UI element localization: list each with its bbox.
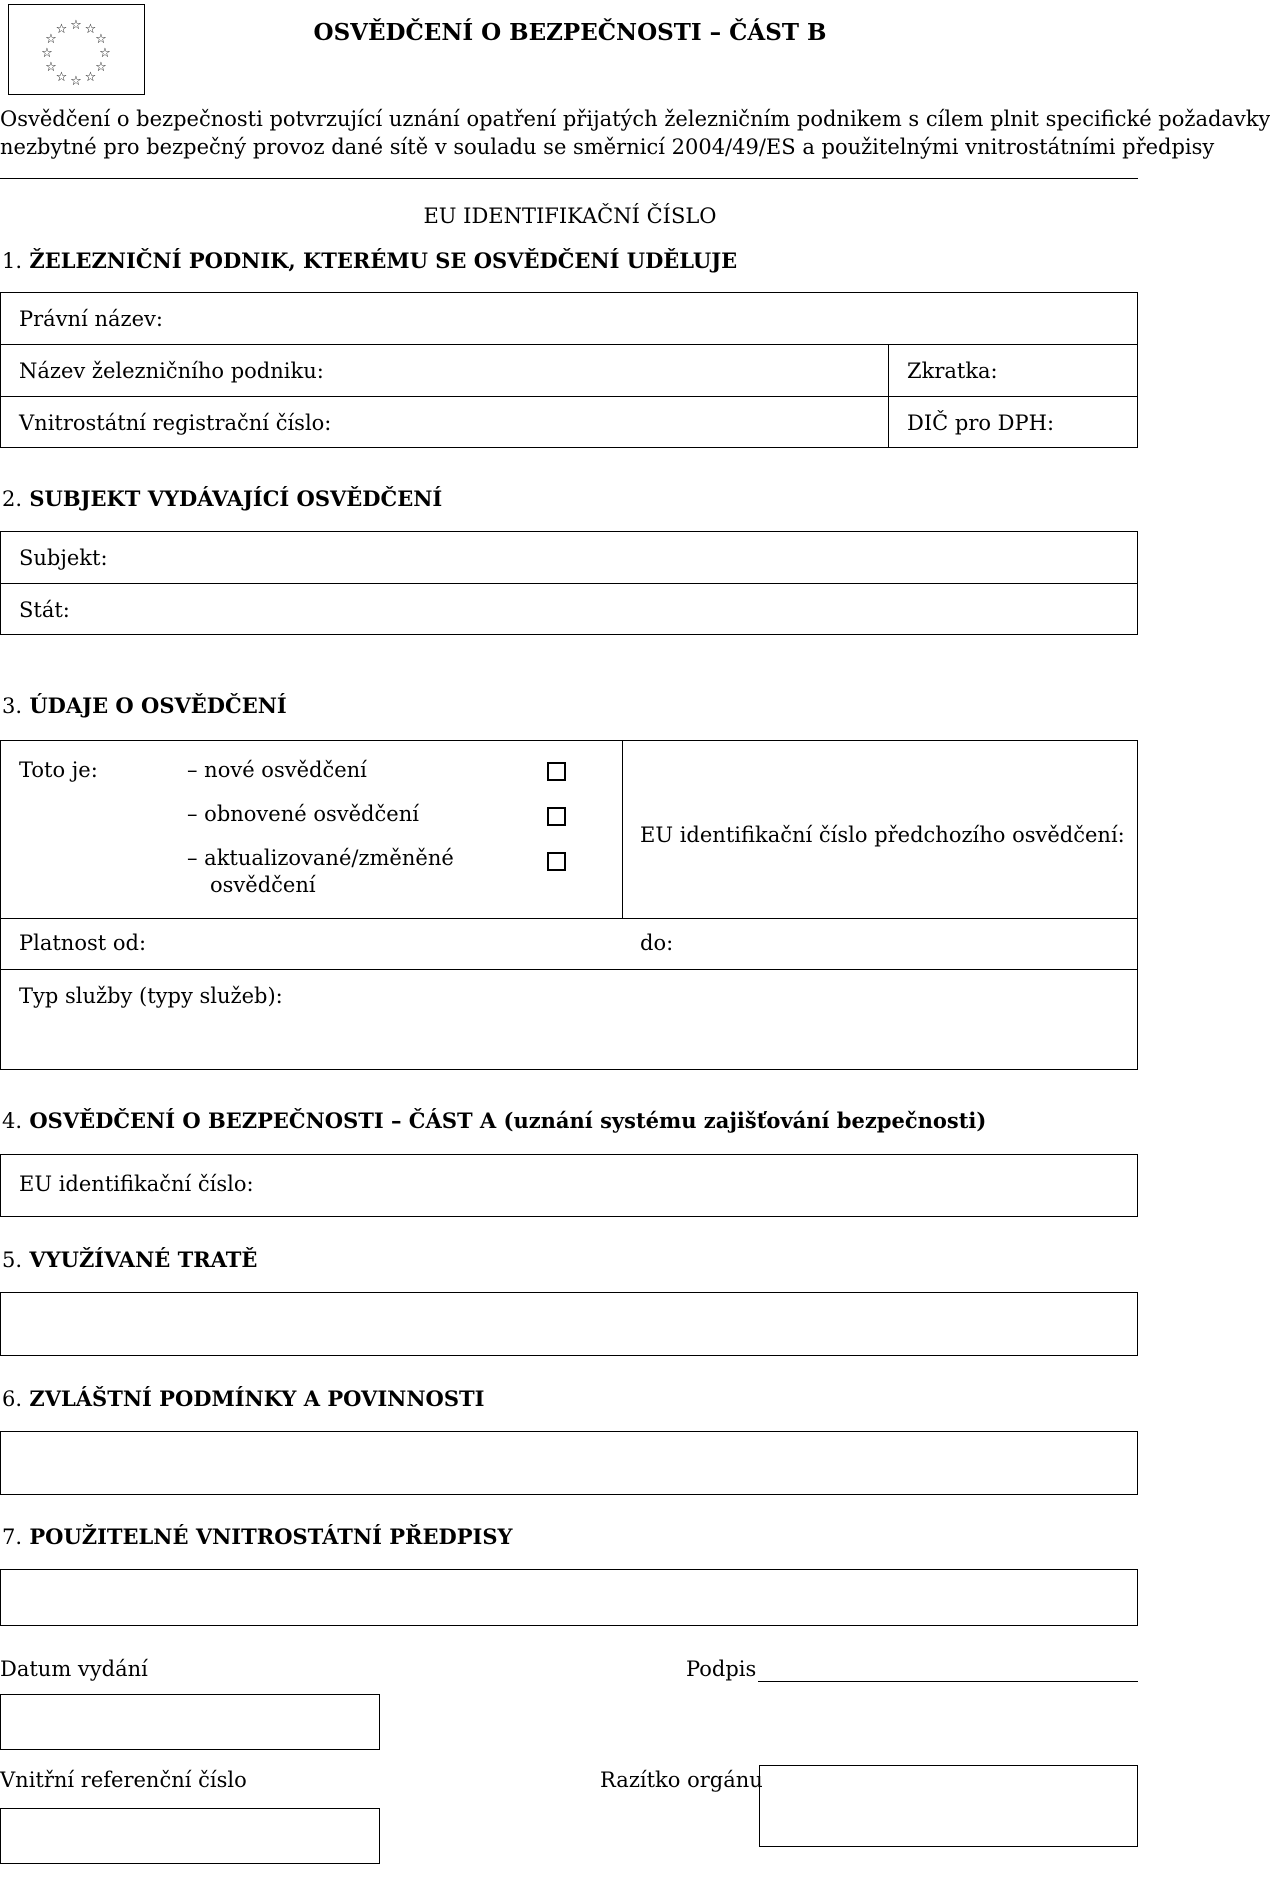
special-conditions-field[interactable]	[0, 1431, 1138, 1495]
divider	[0, 969, 1138, 970]
issue-date-label: Datum vydání	[0, 1657, 148, 1681]
previous-certificate-id-field[interactable]: EU identifikační číslo předchozího osvědčení:	[640, 823, 1125, 847]
section-2-title: SUBJEKT VYDÁVAJÍCÍ OSVĚDČENÍ	[29, 486, 443, 511]
divider	[0, 583, 1138, 584]
section-3-number: 3.	[2, 694, 23, 718]
svg-text:☆: ☆	[41, 46, 53, 61]
option-new-label: – nové osvědčení	[187, 758, 367, 782]
option-updated-label-cont: osvědčení	[210, 873, 316, 897]
valid-from-field[interactable]: Platnost od:	[19, 931, 147, 955]
svg-text:☆: ☆	[95, 32, 107, 47]
section-4-title: OSVĚDČENÍ O BEZPEČNOSTI – ČÁST A	[29, 1108, 497, 1133]
section-7-number: 7.	[2, 1525, 23, 1549]
svg-text:☆: ☆	[55, 70, 68, 85]
svg-text:☆: ☆	[70, 18, 82, 33]
section-6-heading	[2, 1386, 484, 1411]
abbreviation-field[interactable]: Zkratka:	[907, 359, 998, 383]
authority-stamp-field[interactable]	[759, 1765, 1138, 1847]
renewed-certificate-checkbox[interactable]	[547, 807, 566, 826]
svg-text:☆: ☆	[84, 70, 97, 85]
divider	[0, 344, 1138, 345]
svg-text:☆: ☆	[84, 22, 97, 37]
section-3-title: ÚDAJE O OSVĚDČENÍ	[29, 693, 287, 718]
document-title: OSVĚDČENÍ O BEZPEČNOSTI – ČÁST B	[313, 19, 827, 46]
ru-name-field[interactable]: Název železničního podniku:	[19, 359, 324, 383]
intro-line-2: nezbytné pro bezpečný provoz dané sítě v souladu se směrnicí 2004/49/ES a použitelnými vnitrostátními předpisy	[0, 135, 1215, 159]
svg-text:☆: ☆	[55, 22, 68, 37]
divider	[0, 918, 1138, 919]
internal-reference-field[interactable]	[0, 1808, 380, 1864]
section-7-heading	[2, 1524, 512, 1549]
legal-name-field[interactable]: Právní název:	[19, 307, 163, 331]
svg-text:☆: ☆	[95, 60, 107, 75]
section-3-heading	[2, 693, 287, 718]
signature-line[interactable]	[758, 1681, 1138, 1682]
option-updated-label: – aktualizované/změněné	[187, 846, 454, 870]
divider	[622, 740, 623, 918]
section-2-number: 2.	[2, 487, 23, 511]
section-5-number: 5.	[2, 1248, 23, 1272]
national-rules-field[interactable]	[0, 1569, 1138, 1626]
section-2-heading	[2, 486, 442, 511]
section-4-heading	[2, 1108, 986, 1133]
svg-text:☆: ☆	[45, 60, 57, 75]
updated-certificate-checkbox[interactable]	[547, 852, 566, 871]
section-3-table	[0, 740, 1138, 1070]
section-1-heading	[2, 248, 737, 273]
issue-date-field[interactable]	[0, 1694, 380, 1750]
registration-number-field[interactable]: Vnitrostátní registrační číslo:	[19, 411, 332, 435]
internal-reference-label: Vnitřní referenční číslo	[0, 1768, 247, 1792]
section-4-subtitle: (uznání systému zajišťování bezpečnosti)	[503, 1108, 987, 1133]
state-field[interactable]: Stát:	[19, 598, 70, 622]
section-1-title: ŽELEZNIČNÍ PODNIK, KTERÉMU SE OSVĚDČENÍ UDĚLUJE	[29, 248, 738, 273]
section-5-title: VYUŽÍVANÉ TRATĚ	[29, 1247, 258, 1272]
part-a-eu-id-field[interactable]: EU identifikační číslo:	[19, 1172, 254, 1196]
valid-to-field[interactable]: do:	[640, 931, 674, 955]
divider	[888, 344, 889, 448]
signature-label: Podpis	[686, 1657, 757, 1681]
section-7-title: POUŽITELNÉ VNITROSTÁTNÍ PŘEDPISY	[29, 1524, 513, 1549]
divider	[0, 396, 1138, 397]
eu-flag-icon	[8, 4, 145, 95]
vat-number-field[interactable]: DIČ pro DPH:	[907, 411, 1055, 435]
section-6-title: ZVLÁŠTNÍ PODMÍNKY A POVINNOSTI	[29, 1386, 485, 1411]
section-6-number: 6.	[2, 1387, 23, 1411]
svg-text:☆: ☆	[99, 46, 111, 61]
svg-text:☆: ☆	[45, 32, 57, 47]
issuing-body-field[interactable]: Subjekt:	[19, 546, 108, 570]
operated-lines-field[interactable]	[0, 1292, 1138, 1356]
svg-text:☆: ☆	[70, 74, 82, 89]
header-divider	[0, 178, 1138, 179]
section-1-number: 1.	[2, 249, 23, 273]
option-renewed-label: – obnovené osvědčení	[187, 802, 419, 826]
authority-stamp-label: Razítko orgánu	[600, 1768, 763, 1792]
new-certificate-checkbox[interactable]	[547, 762, 566, 781]
certificate-type-label: Toto je:	[19, 758, 98, 782]
service-type-field[interactable]: Typ služby (typy služeb):	[19, 984, 283, 1008]
eu-id-heading: EU IDENTIFIKAČNÍ ČÍSLO	[423, 204, 717, 228]
intro-line-1: Osvědčení o bezpečnosti potvrzující uznání opatření přijatých železničním podnikem s cílem plnit specifické požadavky	[0, 107, 1270, 131]
section-5-heading	[2, 1247, 257, 1272]
section-4-number: 4.	[2, 1109, 23, 1133]
